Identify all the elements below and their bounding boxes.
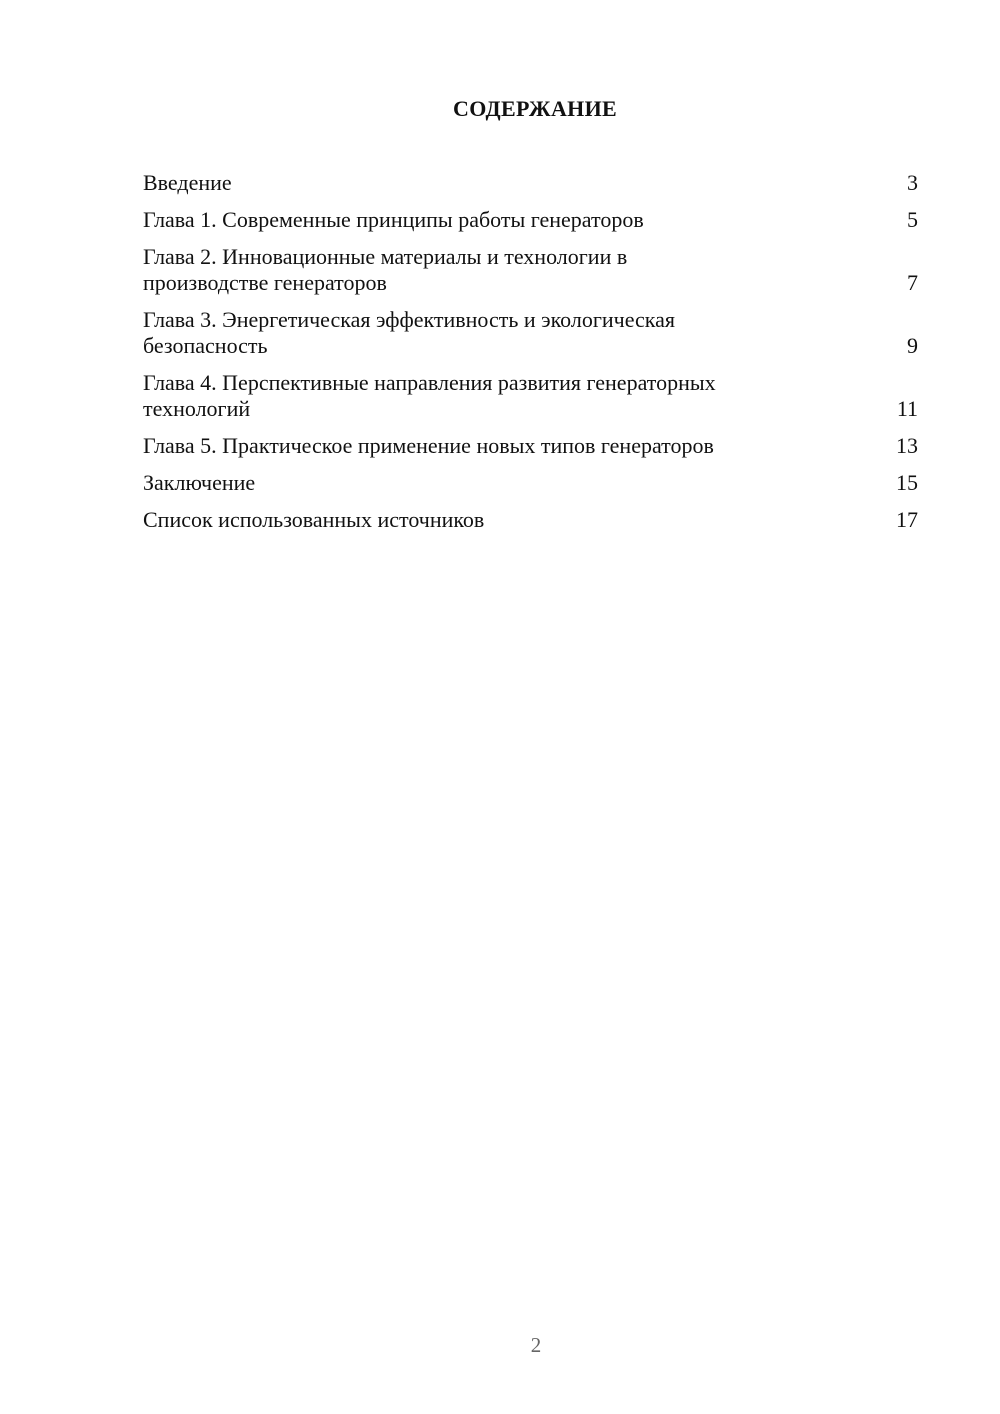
- toc-entry-line: безопасность: [143, 333, 268, 358]
- toc-entry-label: [143, 370, 897, 422]
- toc-entry-page: 11: [896, 396, 918, 421]
- toc-entry-chapter-4: [143, 370, 918, 422]
- toc-entry-chapter-1: [143, 207, 918, 233]
- page-number: 2: [530, 1333, 542, 1357]
- toc-entry-line: Глава 1. Современные принципы работы генераторов: [143, 207, 644, 232]
- toc-entry-line: Заключение: [143, 470, 256, 495]
- toc-entry-page: 5: [907, 207, 918, 232]
- toc-entry-label: [143, 470, 896, 496]
- toc-entry-references: [143, 507, 918, 533]
- toc-entry-line: Глава 4. Перспективные направления развития генераторных: [143, 370, 716, 395]
- toc-entry-page: 7: [907, 270, 918, 295]
- toc-title: СОДЕРЖАНИЕ: [453, 96, 617, 121]
- toc-entry-label: [143, 307, 907, 359]
- toc-entry-chapter-2: [143, 244, 918, 296]
- toc-entry-line: Глава 3. Энергетическая эффективность и экологическая: [143, 307, 676, 332]
- toc-entry-label: [143, 433, 896, 459]
- toc-entry-label: [143, 207, 907, 233]
- toc-entry-line: технологий: [143, 396, 251, 421]
- toc-entry-chapter-5: [143, 433, 918, 459]
- toc-entry-introduction: [143, 170, 918, 196]
- toc-entry-page: 9: [907, 333, 918, 358]
- toc-entry-chapter-3: [143, 307, 918, 359]
- toc-entry-page: 15: [896, 470, 918, 495]
- table-of-contents: [143, 170, 918, 544]
- toc-entry-line: производстве генераторов: [143, 270, 387, 295]
- toc-entry-line: Список использованных источников: [143, 507, 485, 532]
- toc-entry-line: Введение: [143, 170, 232, 195]
- toc-entry-page: 13: [896, 433, 918, 458]
- toc-entry-page: 3: [907, 170, 918, 195]
- toc-entry-label: [143, 244, 907, 296]
- toc-entry-line: Глава 5. Практическое применение новых типов генераторов: [143, 433, 714, 458]
- toc-entry-label: [143, 170, 907, 196]
- toc-entry-label: [143, 507, 896, 533]
- toc-entry-conclusion: [143, 470, 918, 496]
- toc-entry-page: 17: [896, 507, 918, 532]
- toc-entry-line: Глава 2. Инновационные материалы и технологии в: [143, 244, 628, 269]
